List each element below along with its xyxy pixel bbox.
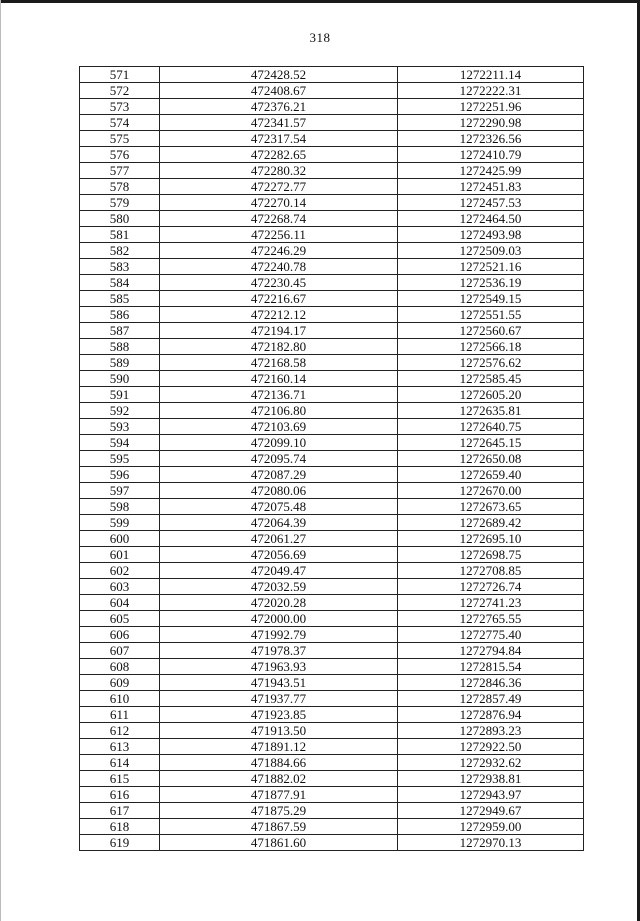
- y-coordinate-cell: 1272765.55: [398, 611, 584, 627]
- table-row: [80, 403, 584, 419]
- x-coordinate-cell: 472240.78: [160, 259, 398, 275]
- point-number-cell: 600: [80, 531, 160, 547]
- x-coordinate-cell: 472103.69: [160, 419, 398, 435]
- table-row: [80, 467, 584, 483]
- point-number-cell: 617: [80, 803, 160, 819]
- x-coordinate-cell: 472282.65: [160, 147, 398, 163]
- y-coordinate-cell: 1272846.36: [398, 675, 584, 691]
- table-row: [80, 611, 584, 627]
- y-coordinate-cell: 1272893.23: [398, 723, 584, 739]
- point-number-cell: 573: [80, 99, 160, 115]
- x-coordinate-cell: 472212.12: [160, 307, 398, 323]
- x-coordinate-cell: 472317.54: [160, 131, 398, 147]
- table-row: [80, 483, 584, 499]
- table-row: [80, 819, 584, 835]
- y-coordinate-cell: 1272741.23: [398, 595, 584, 611]
- table-row: [80, 627, 584, 643]
- table-row: [80, 675, 584, 691]
- y-coordinate-cell: 1272794.84: [398, 643, 584, 659]
- point-number-cell: 582: [80, 243, 160, 259]
- point-number-cell: 588: [80, 339, 160, 355]
- x-coordinate-cell: 472182.80: [160, 339, 398, 355]
- point-number-cell: 581: [80, 227, 160, 243]
- y-coordinate-cell: 1272815.54: [398, 659, 584, 675]
- table-row: [80, 291, 584, 307]
- x-coordinate-cell: 471875.29: [160, 803, 398, 819]
- table-row: [80, 643, 584, 659]
- x-coordinate-cell: 472087.29: [160, 467, 398, 483]
- y-coordinate-cell: 1272549.15: [398, 291, 584, 307]
- table-row: [80, 659, 584, 675]
- table-row: [80, 771, 584, 787]
- point-number-cell: 597: [80, 483, 160, 499]
- y-coordinate-cell: 1272673.65: [398, 499, 584, 515]
- point-number-cell: 613: [80, 739, 160, 755]
- table-row: [80, 435, 584, 451]
- table-row: [80, 563, 584, 579]
- table-row: [80, 355, 584, 371]
- y-coordinate-cell: 1272640.75: [398, 419, 584, 435]
- x-coordinate-cell: 472270.14: [160, 195, 398, 211]
- y-coordinate-cell: 1272645.15: [398, 435, 584, 451]
- y-coordinate-cell: 1272689.42: [398, 515, 584, 531]
- point-number-cell: 583: [80, 259, 160, 275]
- x-coordinate-cell: 472160.14: [160, 371, 398, 387]
- x-coordinate-cell: 472000.00: [160, 611, 398, 627]
- x-coordinate-cell: 471923.85: [160, 707, 398, 723]
- y-coordinate-cell: 1272876.94: [398, 707, 584, 723]
- y-coordinate-cell: 1272451.83: [398, 179, 584, 195]
- y-coordinate-cell: 1272726.74: [398, 579, 584, 595]
- x-coordinate-cell: 472194.17: [160, 323, 398, 339]
- x-coordinate-cell: 472064.39: [160, 515, 398, 531]
- x-coordinate-cell: 472056.69: [160, 547, 398, 563]
- coordinates-table-body: [80, 67, 584, 851]
- table-row: [80, 835, 584, 851]
- table-row: [80, 131, 584, 147]
- table-row: [80, 579, 584, 595]
- x-coordinate-cell: 472099.10: [160, 435, 398, 451]
- y-coordinate-cell: 1272425.99: [398, 163, 584, 179]
- point-number-cell: 572: [80, 83, 160, 99]
- table-row: [80, 547, 584, 563]
- x-coordinate-cell: 472246.29: [160, 243, 398, 259]
- point-number-cell: 612: [80, 723, 160, 739]
- y-coordinate-cell: 1272635.81: [398, 403, 584, 419]
- x-coordinate-cell: 471891.12: [160, 739, 398, 755]
- y-coordinate-cell: 1272560.67: [398, 323, 584, 339]
- y-coordinate-cell: 1272970.13: [398, 835, 584, 851]
- y-coordinate-cell: 1272521.16: [398, 259, 584, 275]
- point-number-cell: 574: [80, 115, 160, 131]
- page-number: 318: [309, 30, 331, 45]
- x-coordinate-cell: 472280.32: [160, 163, 398, 179]
- point-number-cell: 607: [80, 643, 160, 659]
- point-number-cell: 586: [80, 307, 160, 323]
- point-number-cell: 571: [80, 67, 160, 83]
- point-number-cell: 594: [80, 435, 160, 451]
- y-coordinate-cell: 1272410.79: [398, 147, 584, 163]
- y-coordinate-cell: 1272493.98: [398, 227, 584, 243]
- table-row: [80, 371, 584, 387]
- point-number-cell: 608: [80, 659, 160, 675]
- x-coordinate-cell: 472020.28: [160, 595, 398, 611]
- point-number-cell: 593: [80, 419, 160, 435]
- x-coordinate-cell: 472268.74: [160, 211, 398, 227]
- table-row: [80, 275, 584, 291]
- table-row: [80, 163, 584, 179]
- y-coordinate-cell: 1272659.40: [398, 467, 584, 483]
- y-coordinate-cell: 1272857.49: [398, 691, 584, 707]
- table-row: [80, 307, 584, 323]
- point-number-cell: 602: [80, 563, 160, 579]
- table-row: [80, 787, 584, 803]
- point-number-cell: 595: [80, 451, 160, 467]
- y-coordinate-cell: 1272650.08: [398, 451, 584, 467]
- point-number-cell: 578: [80, 179, 160, 195]
- table-row: [80, 499, 584, 515]
- point-number-cell: 609: [80, 675, 160, 691]
- x-coordinate-cell: 472256.11: [160, 227, 398, 243]
- table-row: [80, 147, 584, 163]
- y-coordinate-cell: 1272605.20: [398, 387, 584, 403]
- y-coordinate-cell: 1272775.40: [398, 627, 584, 643]
- x-coordinate-cell: 472075.48: [160, 499, 398, 515]
- y-coordinate-cell: 1272536.19: [398, 275, 584, 291]
- x-coordinate-cell: 472168.58: [160, 355, 398, 371]
- y-coordinate-cell: 1272251.96: [398, 99, 584, 115]
- table-row: [80, 243, 584, 259]
- point-number-cell: 585: [80, 291, 160, 307]
- point-number-cell: 614: [80, 755, 160, 771]
- point-number-cell: 580: [80, 211, 160, 227]
- x-coordinate-cell: 471943.51: [160, 675, 398, 691]
- x-coordinate-cell: 471913.50: [160, 723, 398, 739]
- y-coordinate-cell: 1272922.50: [398, 739, 584, 755]
- point-number-cell: 603: [80, 579, 160, 595]
- table-row: [80, 739, 584, 755]
- x-coordinate-cell: 471937.77: [160, 691, 398, 707]
- table-row: [80, 227, 584, 243]
- point-number-cell: 589: [80, 355, 160, 371]
- table-row: [80, 211, 584, 227]
- point-number-cell: 598: [80, 499, 160, 515]
- point-number-cell: 592: [80, 403, 160, 419]
- table-row: [80, 259, 584, 275]
- point-number-cell: 576: [80, 147, 160, 163]
- point-number-cell: 610: [80, 691, 160, 707]
- point-number-cell: 616: [80, 787, 160, 803]
- x-coordinate-cell: 472032.59: [160, 579, 398, 595]
- point-number-cell: 601: [80, 547, 160, 563]
- table-row: [80, 387, 584, 403]
- x-coordinate-cell: 472095.74: [160, 451, 398, 467]
- page-edge-top: [0, 0, 640, 3]
- x-coordinate-cell: 472230.45: [160, 275, 398, 291]
- y-coordinate-cell: 1272509.03: [398, 243, 584, 259]
- table-row: [80, 419, 584, 435]
- table-row: [80, 451, 584, 467]
- x-coordinate-cell: 471978.37: [160, 643, 398, 659]
- point-number-cell: 606: [80, 627, 160, 643]
- y-coordinate-cell: 1272959.00: [398, 819, 584, 835]
- table-row: [80, 179, 584, 195]
- table-row: [80, 339, 584, 355]
- y-coordinate-cell: 1272698.75: [398, 547, 584, 563]
- y-coordinate-cell: 1272943.97: [398, 787, 584, 803]
- x-coordinate-cell: 472049.47: [160, 563, 398, 579]
- point-number-cell: 587: [80, 323, 160, 339]
- y-coordinate-cell: 1272695.10: [398, 531, 584, 547]
- table-row: [80, 515, 584, 531]
- table-row: [80, 323, 584, 339]
- x-coordinate-cell: 472061.27: [160, 531, 398, 547]
- point-number-cell: 604: [80, 595, 160, 611]
- y-coordinate-cell: 1272938.81: [398, 771, 584, 787]
- y-coordinate-cell: 1272457.53: [398, 195, 584, 211]
- x-coordinate-cell: 472272.77: [160, 179, 398, 195]
- x-coordinate-cell: 472216.67: [160, 291, 398, 307]
- coordinates-table: [79, 66, 584, 851]
- point-number-cell: 615: [80, 771, 160, 787]
- x-coordinate-cell: 471867.59: [160, 819, 398, 835]
- y-coordinate-cell: 1272464.50: [398, 211, 584, 227]
- point-number-cell: 590: [80, 371, 160, 387]
- point-number-cell: 584: [80, 275, 160, 291]
- point-number-cell: 579: [80, 195, 160, 211]
- x-coordinate-cell: 472376.21: [160, 99, 398, 115]
- y-coordinate-cell: 1272949.67: [398, 803, 584, 819]
- table-row: [80, 195, 584, 211]
- y-coordinate-cell: 1272576.62: [398, 355, 584, 371]
- x-coordinate-cell: 472106.80: [160, 403, 398, 419]
- x-coordinate-cell: 471861.60: [160, 835, 398, 851]
- x-coordinate-cell: 471992.79: [160, 627, 398, 643]
- x-coordinate-cell: 472136.71: [160, 387, 398, 403]
- page-edge-left: [0, 0, 1, 921]
- y-coordinate-cell: 1272566.18: [398, 339, 584, 355]
- y-coordinate-cell: 1272211.14: [398, 67, 584, 83]
- point-number-cell: 611: [80, 707, 160, 723]
- x-coordinate-cell: 471882.02: [160, 771, 398, 787]
- y-coordinate-cell: 1272670.00: [398, 483, 584, 499]
- y-coordinate-cell: 1272326.56: [398, 131, 584, 147]
- point-number-cell: 605: [80, 611, 160, 627]
- table-row: [80, 707, 584, 723]
- point-number-cell: 618: [80, 819, 160, 835]
- x-coordinate-cell: 472080.06: [160, 483, 398, 499]
- table-row: [80, 67, 584, 83]
- x-coordinate-cell: 471877.91: [160, 787, 398, 803]
- y-coordinate-cell: 1272551.55: [398, 307, 584, 323]
- table-row: [80, 691, 584, 707]
- x-coordinate-cell: 472408.67: [160, 83, 398, 99]
- table-row: [80, 83, 584, 99]
- point-number-cell: 577: [80, 163, 160, 179]
- table-row: [80, 115, 584, 131]
- x-coordinate-cell: 472341.57: [160, 115, 398, 131]
- x-coordinate-cell: 472428.52: [160, 67, 398, 83]
- table-row: [80, 803, 584, 819]
- y-coordinate-cell: 1272222.31: [398, 83, 584, 99]
- y-coordinate-cell: 1272708.85: [398, 563, 584, 579]
- table-row: [80, 595, 584, 611]
- x-coordinate-cell: 471884.66: [160, 755, 398, 771]
- y-coordinate-cell: 1272932.62: [398, 755, 584, 771]
- y-coordinate-cell: 1272585.45: [398, 371, 584, 387]
- point-number-cell: 599: [80, 515, 160, 531]
- table-row: [80, 99, 584, 115]
- point-number-cell: 591: [80, 387, 160, 403]
- point-number-cell: 596: [80, 467, 160, 483]
- table-row: [80, 723, 584, 739]
- point-number-cell: 619: [80, 835, 160, 851]
- point-number-cell: 575: [80, 131, 160, 147]
- table-row: [80, 755, 584, 771]
- table-row: [80, 531, 584, 547]
- x-coordinate-cell: 471963.93: [160, 659, 398, 675]
- y-coordinate-cell: 1272290.98: [398, 115, 584, 131]
